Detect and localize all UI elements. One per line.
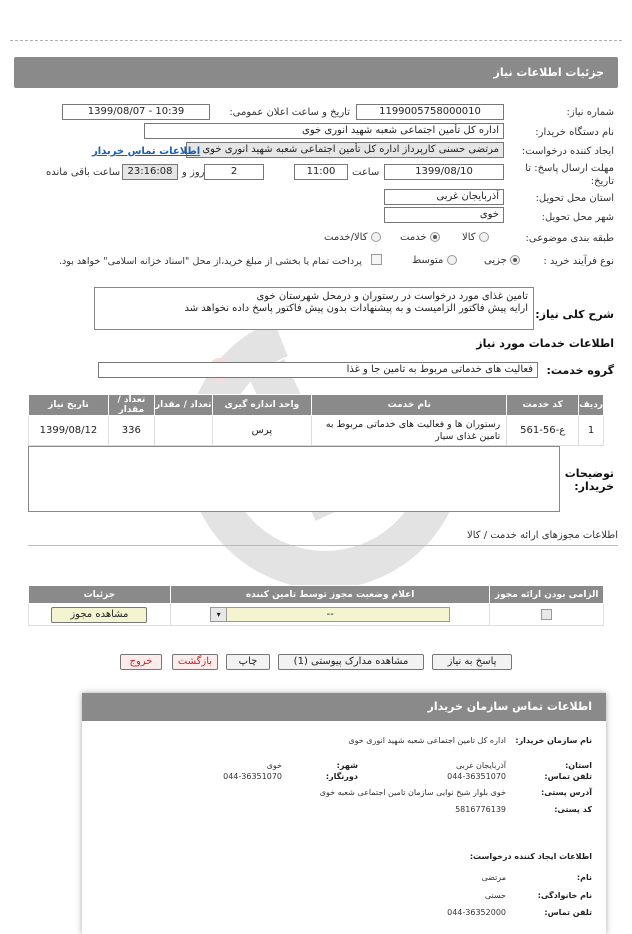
cell-qty: 336	[108, 416, 154, 446]
contact-org-value: اداره کل تامین اجتماعی شعبه شهید انوری خوی	[348, 736, 506, 745]
col-permit-status: اعلام وضعیت مجوز توسط تامین کننده	[170, 586, 490, 604]
description-line-1: تامین غذای مورد درخواست در رستوران و درمحل شهرستان خوی	[256, 291, 528, 302]
cell-date: 1399/08/12	[29, 416, 109, 446]
buyer-contact-card	[82, 693, 606, 934]
service-group-label: گروه خدمت:	[546, 364, 614, 377]
process-option-medium[interactable]: متوسط	[412, 255, 457, 266]
contact-address-value: خوی بلوار شیخ نوایی سازمان تامین اجتماعی شعبه خوی	[319, 788, 506, 797]
days-label: روز و	[182, 167, 205, 178]
top-divider	[10, 40, 622, 41]
contact-fax-value: 044-36351070	[223, 772, 282, 781]
remaining-time-field: 23:16:08	[122, 164, 178, 180]
buyer-org-field: اداره کل تأمین اجتماعی شعبه شهید انوری خوی	[144, 123, 504, 139]
creator-info-title: اطلاعات ایجاد کننده درخواست:	[469, 852, 592, 861]
services-table-header	[29, 395, 604, 416]
buyer-notes-textarea	[28, 446, 560, 512]
col-unit: واحد اندازه گیری	[212, 395, 312, 416]
creator-name-value: مرتضی	[481, 873, 506, 882]
deadline-date-label: تاریخ:	[590, 176, 614, 187]
province-label: استان محل تحویل:	[535, 193, 614, 204]
process-option-minor[interactable]: جزیی	[484, 255, 520, 266]
announce-datetime-label: تاریخ و ساعت اعلان عمومی:	[229, 107, 350, 118]
contact-city-value: خوی	[266, 761, 282, 770]
contact-phone-label: تلفن تماس:	[544, 772, 592, 781]
contact-province-label: استان:	[565, 761, 592, 770]
chevron-down-icon: ▾	[211, 608, 227, 621]
print-button[interactable]: چاپ	[226, 654, 270, 670]
deadline-label: مهلت ارسال پاسخ: تا	[525, 163, 614, 174]
category-option-goods-service[interactable]: کالا/خدمت	[324, 232, 381, 243]
cell-permit-required	[490, 604, 604, 626]
page-title: جزئیات اطلاعات نیاز	[14, 57, 618, 88]
creator-phone-label: تلفن تماس:	[544, 908, 592, 917]
announce-datetime-field: 1399/08/07 - 10:39	[62, 104, 210, 120]
permits-divider	[28, 545, 618, 546]
time-label: ساعت	[352, 167, 380, 178]
cell-code: ع-56-561	[507, 416, 579, 446]
buyer-notes-label-2: خریدار:	[574, 480, 614, 493]
creator-field: مرتضی حسنی کارپرداز اداره کل تأمین اجتماعی شعبه شهید انوری خوی	[186, 142, 504, 158]
cell-row: 1	[579, 416, 604, 446]
days-field: 2	[204, 164, 264, 180]
col-row: ردیف	[579, 395, 604, 416]
deadline-time-field: 11:00	[294, 164, 348, 180]
attachments-button[interactable]: مشاهده مدارک پیوستی (1)	[278, 654, 424, 670]
permit-status-select[interactable]	[210, 607, 450, 622]
creator-phone-value: 044-36352000	[447, 908, 506, 917]
contact-phone-value: 044-36351070	[447, 772, 506, 781]
cell-permit-status	[170, 604, 490, 626]
radio-selected-icon	[430, 232, 440, 242]
description-label: شرح کلی نیاز:	[535, 308, 614, 321]
contact-province-value: آذربایجان غربی	[455, 761, 506, 770]
table-row	[29, 604, 604, 626]
view-permit-button[interactable]: مشاهده مجوز	[51, 607, 147, 623]
creator-name-label: نام:	[576, 873, 592, 882]
checkbox-checked-icon	[541, 609, 552, 620]
need-number-label: شماره نیاز:	[566, 107, 614, 118]
col-code: کد خدمت	[507, 395, 579, 416]
radio-icon	[479, 232, 489, 242]
category-label: طبقه بندی موضوعی:	[525, 233, 614, 244]
buyer-contact-link[interactable]: اطلاعات تماس خریدار	[92, 146, 201, 157]
contact-city-label: شهر:	[336, 761, 358, 770]
city-field: خوی	[384, 207, 504, 223]
creator-family-value: حسنی	[484, 891, 506, 900]
payment-note: پرداخت تمام یا بخشی از مبلغ خرید،از محل "اسناد خزانه اسلامی" خواهد بود.	[59, 256, 362, 267]
contact-fax-label: دورنگار:	[325, 772, 358, 781]
need-number-field: 1199005758000010	[356, 104, 504, 120]
cell-name: رستوران ها و فعالیت های خدماتی مربوط به تامین غذای سیار	[312, 416, 507, 446]
buyer-org-label: نام دستگاه خریدار:	[535, 127, 614, 138]
city-label: شهر محل تحویل:	[541, 212, 614, 223]
creator-family-label: نام خانوادگی:	[537, 891, 592, 900]
reply-button[interactable]: پاسخ به نیاز	[432, 654, 512, 670]
contact-org-label: نام سازمان خریدار:	[515, 736, 592, 745]
col-date: تاریخ نیاز	[29, 395, 109, 416]
cell-unit: پرس	[212, 416, 312, 446]
permits-title: اطلاعات مجوزهای ارائه خدمت / کالا	[467, 530, 618, 541]
back-button[interactable]: بازگشت	[172, 654, 218, 670]
deadline-date-field: 1399/08/10	[384, 164, 504, 180]
description-textarea	[94, 287, 534, 330]
col-qty-count: تعداد / مقدار	[154, 395, 212, 416]
treasury-checkbox[interactable]	[371, 254, 382, 265]
description-line-2: ارایه پیش فاکتور الزامیست و به پیشنهادات بدون پیش فاکتور پاسخ داده نخواهد شد	[184, 303, 528, 314]
services-section-title: اطلاعات خدمات مورد نیاز	[476, 337, 614, 350]
permits-table	[28, 585, 604, 626]
service-group-field: فعالیت های خدماتی مربوط به تامین جا و غذا	[98, 362, 538, 378]
contact-postal-value: 5816776139	[455, 805, 506, 814]
table-row	[29, 416, 604, 446]
permits-table-header	[29, 586, 604, 604]
permit-status-value: --	[326, 609, 334, 620]
contact-address-label: آدرس پستی:	[541, 788, 592, 797]
buyer-notes-label-1: توضیحات	[564, 467, 614, 480]
category-option-service[interactable]: خدمت	[400, 232, 440, 243]
col-permit-details: جزئیات	[29, 586, 171, 604]
category-option-goods[interactable]: کالا	[462, 232, 489, 243]
radio-selected-icon	[510, 255, 520, 265]
cell-empty	[154, 416, 212, 446]
contact-card-title: اطلاعات تماس سازمان خریدار	[82, 693, 606, 721]
cell-permit-details	[29, 604, 171, 626]
services-table	[28, 394, 604, 446]
col-permit-required: الزامی بودن ارائه مجوز	[490, 586, 604, 604]
process-label: نوع فرآیند خرید :	[543, 256, 614, 267]
radio-icon	[371, 232, 381, 242]
province-field: آذربایجان غربی	[384, 189, 504, 205]
radio-icon	[447, 255, 457, 265]
col-name: نام خدمت	[312, 395, 507, 416]
creator-label: ایجاد کننده درخواست:	[521, 146, 614, 157]
col-qty: تعداد / مقدار	[108, 395, 154, 416]
contact-postal-label: کد پستی:	[554, 805, 592, 814]
exit-button[interactable]: خروج	[120, 654, 162, 670]
remaining-time-label: ساعت باقی مانده	[46, 167, 121, 178]
